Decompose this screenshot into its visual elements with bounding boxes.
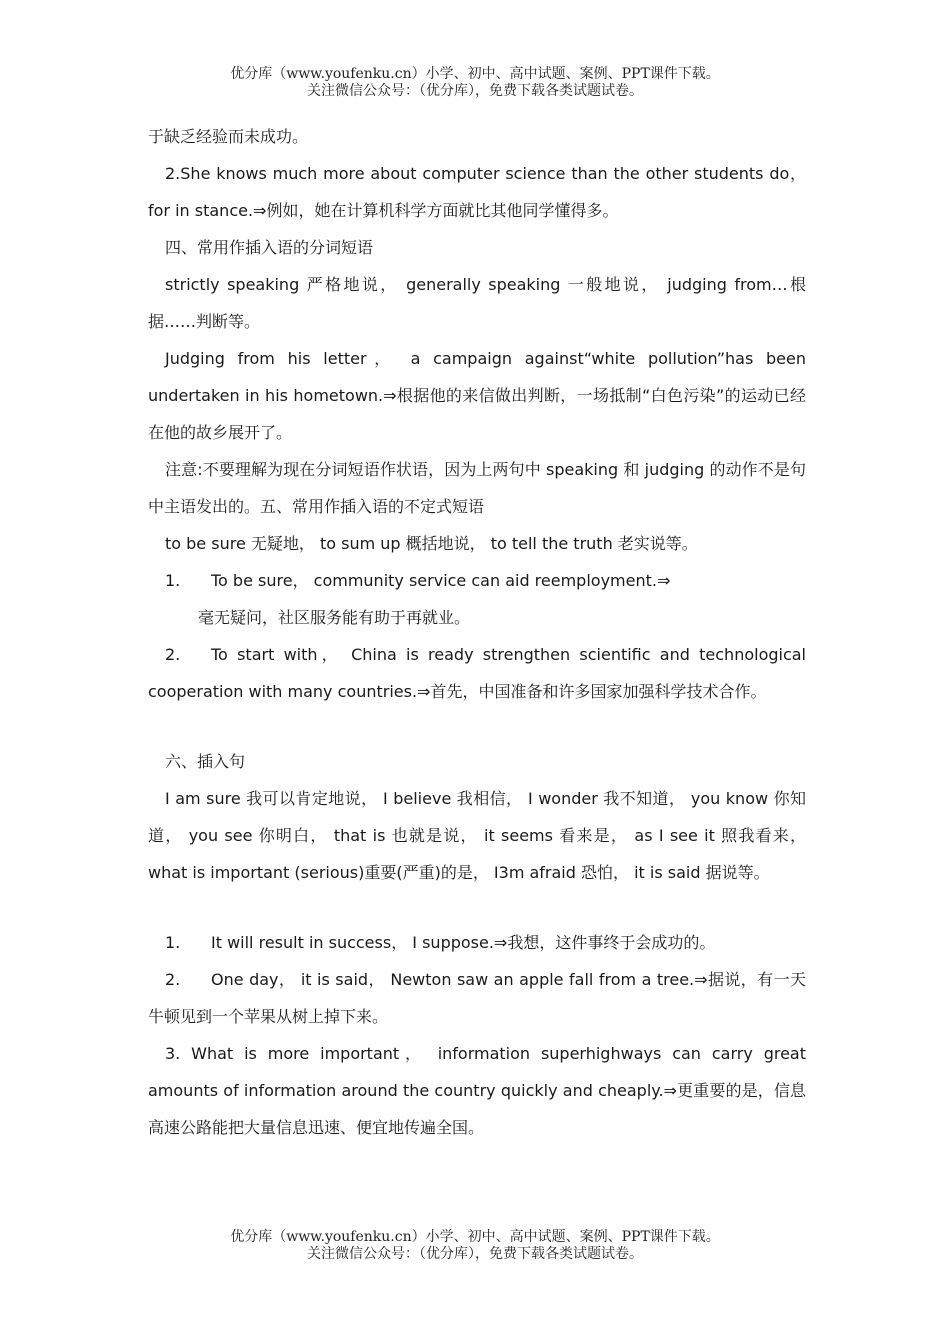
participle-phrases-list: strictly speaking 严格地说， generally speaking 一般地说， judging from…根据……判断等。 bbox=[148, 275, 806, 331]
list-number: 1. bbox=[165, 571, 181, 590]
example-text: To start with， China is ready strengthen scientific and technological cooperation with many countries.⇒首先，中国准备和许多国家加强科学技术合作。 bbox=[148, 645, 806, 701]
infinitive-example-1-translation: 毫无疑问，社区服务能有助于再就业。 bbox=[198, 608, 471, 627]
participle-example: Judging from his letter， a campaign against“white pollution”has been undertaken in his hometown.⇒根据他的来信做出判断，一场抵制“白色污染”的运动已经在他的故乡展开了。 bbox=[148, 349, 806, 442]
footer-line-2: 关注微信公众号：（优分库），免费下载各类试题试卷。 bbox=[307, 1246, 643, 1262]
clause-example-3: 3. What is more important， information superhighways can carry great amounts of information around the country quickly and cheaply.⇒更重要的是，信息高速公路能把大量信息迅速、便宜地传遍全国。 bbox=[148, 1044, 806, 1137]
example-text: One day， it is said， Newton saw an apple fall from a tree.⇒据说，有一天牛顿见到一个苹果从树上掉下来。 bbox=[148, 970, 806, 1026]
header-line-2: 关注微信公众号：（优分库），免费下载各类试题试卷。 bbox=[307, 83, 643, 99]
page-header bbox=[0, 66, 950, 100]
example-text: To be sure， community service can aid reemployment.⇒ bbox=[211, 571, 671, 590]
clause-example-1 bbox=[148, 924, 806, 961]
example-sentence-2: 2.She knows much more about computer science than the other students do， for in stance.⇒例如，她在计算机科学方面就比其他同学懂得多。 bbox=[148, 164, 807, 220]
infinitive-phrases-list: to be sure 无疑地， to sum up 概括地说， to tell the truth 老实说等。 bbox=[165, 534, 698, 553]
infinitive-example-2 bbox=[148, 636, 806, 710]
parenthetical-clauses-list: I am sure 我可以肯定地说， I believe 我相信， I wonder 我不知道， you know 你知道， you see 你明白， that is 也就是说， it seems 看来是， as I see it 照我看来， what is important (serious)重要(严重)的是， I3m afraid 恐怕， it is said 据说等。 bbox=[148, 789, 806, 882]
list-number: 2. bbox=[165, 645, 181, 664]
page-footer bbox=[0, 1229, 950, 1263]
document-body bbox=[148, 118, 806, 1146]
example-text: It will result in success， I suppose.⇒我想，这件事终于会成功的。 bbox=[211, 933, 716, 952]
infinitive-example-1 bbox=[148, 562, 806, 599]
header-line-1: 优分库（www.youfenku.cn）小学、初中、高中试题、案例、PPT课件下载。 bbox=[230, 66, 720, 82]
list-number: 2. bbox=[165, 970, 181, 989]
section-4-title: 四、常用作插入语的分词短语 bbox=[165, 238, 374, 257]
clause-example-2 bbox=[148, 961, 806, 1035]
list-number: 1. bbox=[165, 933, 181, 952]
footer-line-1: 优分库（www.youfenku.cn）小学、初中、高中试题、案例、PPT课件下载。 bbox=[230, 1229, 720, 1245]
section-6-title: 六、插入句 bbox=[165, 752, 246, 771]
paragraph-continuation: 于缺乏经验而未成功。 bbox=[148, 127, 309, 146]
note-paragraph: 注意:不要理解为现在分词短语作状语，因为上两句中 speaking 和 judging 的动作不是句中主语发出的。五、常用作插入语的不定式短语 bbox=[148, 460, 806, 516]
